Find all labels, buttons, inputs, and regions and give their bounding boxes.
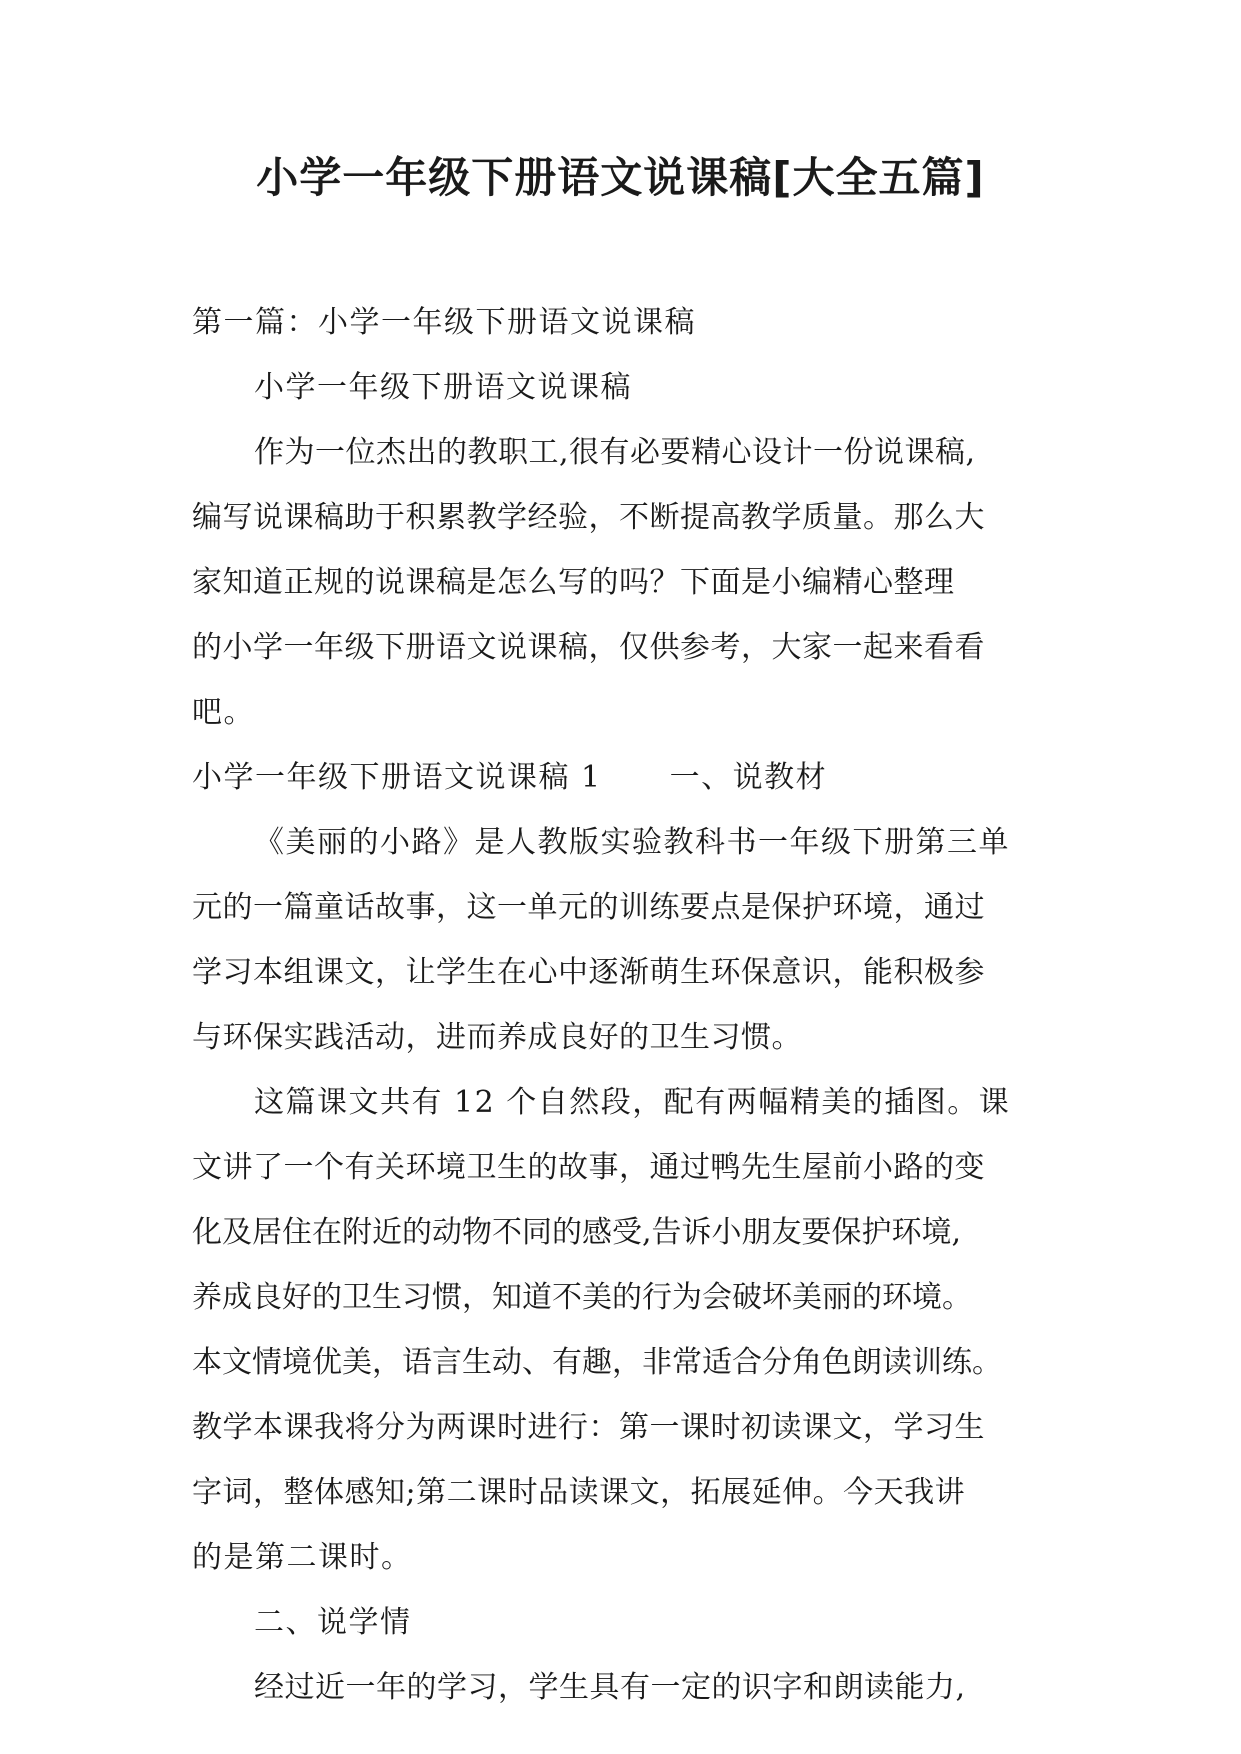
intro-line: 吧。	[192, 695, 255, 730]
intro-line: 的小学一年级下册语文说课稿，仅供参考，大家一起来看看	[192, 630, 985, 665]
sub-heading: 小学一年级下册语文说课稿	[254, 370, 632, 405]
para-line: 文讲了一个有关环境卫生的故事，通过鸭先生屋前小路的变	[192, 1150, 985, 1185]
para-line: 元的一篇童话故事，这一单元的训练要点是保护环境，通过	[192, 890, 985, 925]
article-title-line	[192, 745, 1072, 810]
para-line: 教学本课我将分为两课时进行：第一课时初读课文，学习生	[192, 1410, 985, 1445]
intro-line: 编写说课稿助于积累教学经验，不断提高教学质量。那么大	[192, 500, 985, 535]
para-line: 的是第二课时。	[192, 1540, 413, 1575]
para-line: 本文情境优美，语言生动、有趣，非常适合分角色朗读训练。	[192, 1345, 1002, 1380]
para-line: 经过近一年的学习，学生具有一定的识字和朗读能力,	[254, 1670, 966, 1705]
para-line: 与环保实践活动，进而养成良好的卫生习惯。	[192, 1020, 802, 1055]
para-line: 《美丽的小路》是人教版实验教科书一年级下册第三单	[254, 825, 1010, 860]
section-heading: 第一篇：小学一年级下册语文说课稿	[192, 305, 696, 340]
part-heading: 二、说学情	[254, 1605, 412, 1640]
para-line: 这篇课文共有 12 个自然段，配有两幅精美的插图。课	[254, 1085, 1011, 1120]
intro-line: 家知道正规的说课稿是怎么写的吗？下面是小编精心整理	[192, 565, 955, 600]
intro-line: 作为一位杰出的教职工,很有必要精心设计一份说课稿,	[254, 435, 976, 470]
para-line: 养成良好的卫生习惯，知道不美的行为会破坏美丽的环境。	[192, 1280, 972, 1315]
document-body	[192, 290, 1072, 1720]
part-heading: 一、说教材	[669, 760, 828, 795]
para-line: 字词，整体感知;第二课时品读课文，拓展延伸。今天我讲	[192, 1475, 966, 1510]
para-line: 化及居住在附近的动物不同的感受,告诉小朋友要保护环境,	[192, 1215, 962, 1250]
para-line: 学习本组课文，让学生在心中逐渐萌生环保意识，能积极参	[192, 955, 985, 990]
document-title: 小学一年级下册语文说课稿[大全五篇]	[256, 153, 985, 202]
article-title: 小学一年级下册语文说课稿 1	[192, 760, 602, 795]
